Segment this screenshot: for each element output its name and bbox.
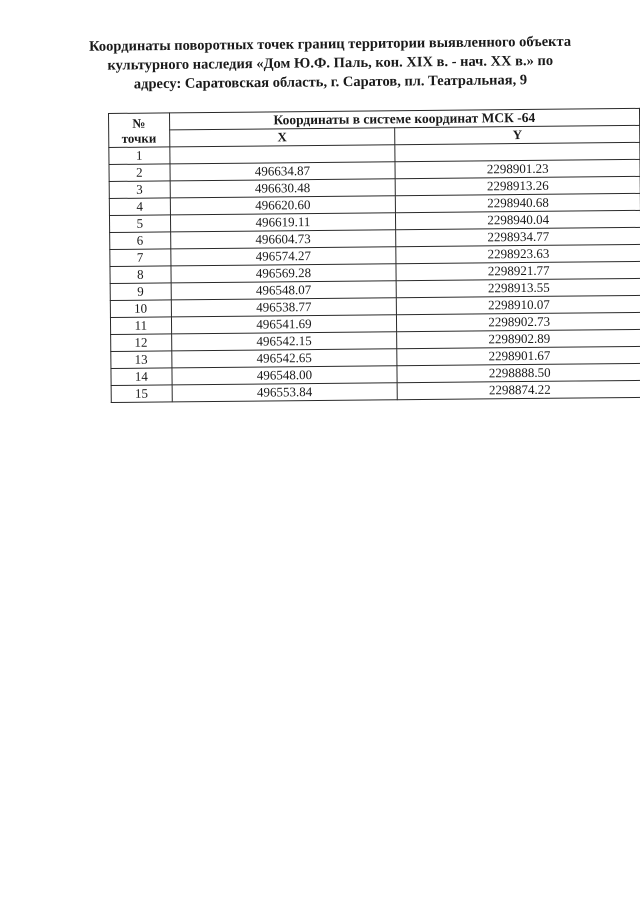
y-coordinate-cell: 2298910.07: [397, 295, 640, 314]
point-number-cell: 15: [111, 385, 172, 403]
y-coordinate-cell: 2298888.50: [397, 363, 640, 382]
y-coordinate-cell: 2298874.22: [397, 380, 640, 399]
x-coordinate-cell: 496542.65: [171, 349, 397, 368]
table-body: [109, 142, 640, 402]
point-number-cell: 14: [111, 368, 172, 386]
y-coordinate-cell: 2298901.23: [395, 159, 640, 178]
x-coordinate-cell: 496620.60: [170, 196, 396, 215]
y-coordinate-cell: 2298934.77: [396, 227, 640, 246]
y-column-header: Y: [395, 125, 640, 144]
point-number-cell: 1: [109, 147, 170, 165]
document-title: [70, 33, 591, 95]
x-coordinate-cell: 496548.00: [171, 366, 397, 385]
y-coordinate-cell: 2298902.89: [397, 329, 640, 348]
title-line-1: Координаты поворотных точек границ территории выявленного объекта: [89, 33, 572, 55]
y-coordinate-cell: 2298923.63: [396, 244, 640, 263]
point-number-cell: 13: [111, 351, 172, 369]
title-line-3: адресу: Саратовская область, г. Саратов, пл. Театральная, 9: [133, 72, 528, 93]
point-number-cell: 4: [109, 198, 170, 216]
x-coordinate-cell: 496548.07: [171, 281, 397, 300]
point-number-cell: 8: [110, 266, 171, 284]
x-coordinate-cell: [169, 145, 395, 164]
point-number-cell: 7: [110, 249, 171, 267]
point-number-cell: 12: [111, 334, 172, 352]
point-number-cell: 6: [110, 232, 171, 250]
x-column-header: X: [169, 128, 395, 147]
point-number-cell: 2: [109, 164, 170, 182]
x-coordinate-cell: 496541.69: [171, 315, 397, 334]
x-coordinate-cell: 496630.48: [170, 179, 396, 198]
y-coordinate-cell: 2298940.04: [396, 210, 640, 229]
point-number-cell: 5: [109, 215, 170, 233]
y-coordinate-cell: 2298913.55: [396, 278, 640, 297]
y-coordinate-cell: 2298921.77: [396, 261, 640, 280]
point-number-cell: 11: [110, 317, 171, 335]
y-coordinate-cell: 2298902.73: [397, 312, 640, 331]
coordinates-table: [108, 108, 640, 403]
point-number-header-word: точки: [121, 130, 157, 146]
point-number-cell: 10: [110, 300, 171, 318]
x-coordinate-cell: 496542.15: [171, 332, 397, 351]
point-number-header-symbol: №: [132, 115, 146, 131]
x-coordinate-cell: 496574.27: [170, 247, 396, 266]
x-coordinate-cell: 496538.77: [171, 298, 397, 317]
x-coordinate-cell: 496553.84: [172, 383, 398, 402]
title-line-2: культурного наследия «Дом Ю.Ф. Паль, кон. XIX в. - нач. XX в.» по: [107, 52, 554, 74]
x-coordinate-cell: 496569.28: [170, 264, 396, 283]
y-coordinate-cell: 2298901.67: [397, 346, 640, 365]
y-coordinate-cell: 2298940.68: [396, 193, 640, 212]
coordinates-table-container: [108, 108, 640, 403]
point-number-header: [109, 113, 170, 148]
coordinates-system-header: Координаты в системе координат МСК -64: [169, 108, 640, 130]
x-coordinate-cell: 496604.73: [170, 230, 396, 249]
x-coordinate-cell: 496634.87: [170, 162, 396, 181]
point-number-cell: 9: [110, 283, 171, 301]
x-coordinate-cell: 496619.11: [170, 213, 396, 232]
y-coordinate-cell: 2298913.26: [395, 176, 640, 195]
point-number-cell: 3: [109, 181, 170, 199]
